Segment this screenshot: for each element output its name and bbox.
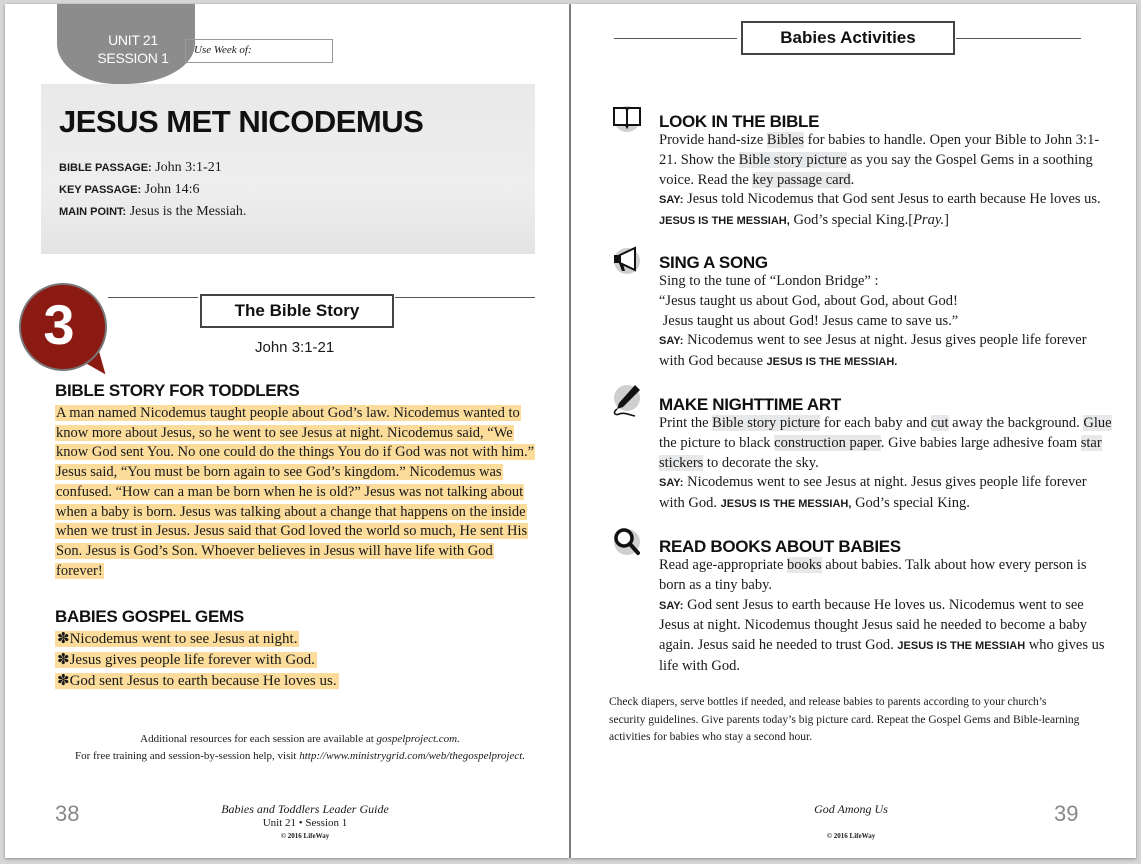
main-point-caps: JESUS IS THE MESSIAH: [897, 640, 1026, 653]
supply-highlight: Bible story picture: [712, 415, 821, 431]
gospelproject-link[interactable]: gospelproject.com.: [376, 733, 460, 745]
use-week-of-label: Use Week of:: [194, 44, 252, 56]
body-text: Print the: [659, 415, 713, 431]
body-text: for babies to handle. Open your Bible to John 3:1-21. Show the: [659, 132, 1100, 168]
banner-rule-left: [108, 297, 198, 298]
bracket: [: [908, 212, 914, 229]
gem-item: [55, 671, 339, 691]
megaphone-icon: [611, 244, 643, 276]
flower-bullet-icon: ✽: [57, 652, 70, 668]
gems-heading: BABIES GOSPEL GEMS: [55, 607, 244, 626]
main-point-label: MAIN POINT:: [59, 206, 127, 218]
say-text: God’s special King.: [789, 212, 909, 229]
resources-text: For free training and session-by-session help, visit: [74, 750, 300, 762]
key-passage: [59, 182, 199, 198]
open-book-icon: [611, 101, 643, 133]
say-label: SAY:: [659, 599, 684, 612]
song-lyric: Jesus taught us about God! Jesus came to save us.”: [659, 312, 959, 329]
supply-highlight: key passage card: [752, 171, 851, 188]
body-text: .: [850, 171, 855, 188]
section-reference: John 3:1-21: [255, 339, 335, 356]
footer-unit-session: Unit 21 • Session 1: [262, 817, 348, 829]
unit-session-label: [93, 31, 173, 67]
say-label: SAY:: [659, 477, 684, 490]
say-text: God sent Jesus to earth because He loves us. Nicodemus went to see Jesus at night. Nicodemus thought Jesus said he needed to become a baby again. Jesus said he needed to trust God.: [659, 596, 1088, 654]
key-passage-label: KEY PASSAGE:: [59, 184, 142, 196]
body-text: the picture to black: [659, 434, 775, 451]
unit-label: UNIT 21: [108, 32, 158, 48]
supply-highlight: Bible story picture: [738, 151, 847, 168]
key-passage-value: John 14:6: [144, 182, 200, 197]
footer-guide-title: Babies and Toddlers Leader Guide: [221, 802, 389, 816]
resources-line-1: [45, 731, 555, 748]
main-point-value: Jesus is the Messiah.: [129, 204, 247, 219]
body-text: away the background.: [948, 415, 1084, 431]
song-intro: Sing to the tune of “London Bridge” :: [659, 273, 879, 289]
supply-highlight: Bibles: [766, 132, 804, 148]
use-week-of-field[interactable]: [185, 39, 333, 63]
activity-body: [659, 414, 1114, 515]
footer-left: [195, 803, 415, 843]
body-text: . Give babies large adhesive foam: [880, 434, 1081, 451]
activity-body: [659, 556, 1114, 677]
supply-highlight: star stickers: [659, 434, 1102, 471]
main-point: [59, 204, 246, 220]
left-page: [5, 4, 569, 858]
body-text: about babies. Talk about how every person is born as a tiny baby.: [659, 557, 1087, 593]
gem-text: God sent Jesus to earth because He loves us.: [69, 673, 337, 689]
gem-item: [55, 650, 317, 670]
say-text: Nicodemus went to see Jesus at night. Jesus gives people life forever with God because: [659, 332, 1087, 370]
gem-text: Nicodemus went to see Jesus at night.: [69, 631, 298, 647]
body-text: for each baby and: [820, 415, 931, 431]
title-band: [41, 84, 535, 254]
activity-title: READ BOOKS ABOUT BABIES: [659, 537, 901, 556]
footer-copyright: © 2016 LifeWay: [826, 832, 876, 840]
page-number-right: 39: [1054, 801, 1079, 826]
bible-passage-value: John 3:1-21: [155, 160, 222, 175]
resources-text: Additional resources for each session are available at: [140, 733, 377, 745]
main-point-caps: JESUS IS THE MESSIAH,: [659, 215, 790, 228]
resources-line-2: [45, 748, 555, 765]
footer-copyright: © 2016 LifeWay: [280, 832, 330, 840]
gem-text: Jesus gives people life forever with God.: [69, 652, 315, 668]
banner-rule-right: [956, 38, 1081, 39]
say-text: who gives us life with God.: [659, 637, 1105, 674]
supply-highlight: construction paper: [774, 434, 881, 451]
pray-instruction: Pray.: [913, 212, 945, 229]
activity-body: [659, 272, 1114, 373]
section-title: Babies Activities: [780, 28, 916, 47]
section-banner: [200, 294, 394, 328]
section-banner: [741, 21, 955, 55]
supply-highlight: Glue: [1083, 415, 1112, 431]
page-number-left: 38: [55, 801, 80, 826]
step-number: 3: [43, 293, 75, 356]
flower-bullet-icon: ✽: [57, 631, 70, 647]
main-point-caps: JESUS IS THE MESSIAH,: [720, 498, 852, 511]
magnifier-icon: [611, 526, 643, 558]
story-text: [55, 404, 535, 581]
right-page: [571, 4, 1136, 858]
main-point-caps: JESUS IS THE MESSIAH.: [766, 356, 898, 369]
body-text: Read age-appropriate: [659, 557, 788, 573]
song-lyric: “Jesus taught us about God, about God, about God!: [659, 292, 958, 309]
story-highlight: A man named Nicodemus taught people about God’s law. Nicodemus wanted to know more about Jesus, so he went to see Jesus at night. Nicodemus said, “We know God sent You. No one could do the things You do if God was not with him.” Jesus said, “You must be born again to see God’s kingdom.” Nicodemus was confused. “How can a man be born when he is old?” Jesus was not talking about when a baby is born. Jesus was talking about a change that happens on the inside when we trust in Jesus. Jesus said that God loved the world so much, He sent His Son. Jesus is God’s Son. Whoever believes in Jesus will have life with God forever!: [56, 405, 535, 579]
bracket: ]: [944, 212, 949, 229]
footer-volume-title: God Among Us: [814, 802, 888, 816]
supply-highlight: cut: [930, 415, 949, 431]
banner-rule-right: [395, 297, 535, 298]
activity-title: MAKE NIGHTTIME ART: [659, 395, 841, 414]
activity-title: LOOK IN THE BIBLE: [659, 112, 820, 131]
body-text: Provide hand-size: [659, 132, 767, 148]
body-text: to decorate the sky.: [703, 454, 819, 471]
ministrygrid-link[interactable]: http://www.ministrygrid.com/web/thegospelproject.: [299, 750, 526, 762]
footer-right: [751, 803, 951, 843]
closing-instructions: Check diapers, serve bottles if needed, and release babies to parents according to your church’s security guidelines. Give parents today’s big picture card. Repeat the Gospel Gems and Bible-learning activities for babies who stay a second hour.: [609, 696, 1080, 743]
session-label: SESSION 1: [97, 50, 169, 66]
say-text: God’s special King.: [851, 495, 970, 512]
bible-passage: [59, 160, 222, 176]
story-heading: BIBLE STORY FOR TODDLERS: [55, 381, 300, 400]
bible-passage-label: BIBLE PASSAGE:: [59, 162, 152, 174]
activity-title: SING A SONG: [659, 253, 768, 272]
say-text: Jesus told Nicodemus that God sent Jesus to earth because He loves us.: [683, 191, 1101, 208]
say-text: Nicodemus went to see Jesus at night. Jesus gives people life forever with God.: [659, 474, 1087, 512]
page-title: JESUS MET NICODEMUS: [59, 104, 424, 139]
say-label: SAY:: [659, 335, 684, 348]
activity-body: [659, 131, 1114, 232]
supply-highlight: books: [787, 557, 822, 573]
flower-bullet-icon: ✽: [57, 673, 70, 689]
body-text: as you say the Gospel Gems in a soothing voice. Read the: [659, 151, 1093, 188]
crayon-icon: [611, 382, 643, 422]
banner-rule-left: [614, 38, 737, 39]
say-label: SAY:: [659, 194, 684, 207]
section-title: The Bible Story: [234, 301, 360, 320]
gem-item: [55, 629, 299, 649]
